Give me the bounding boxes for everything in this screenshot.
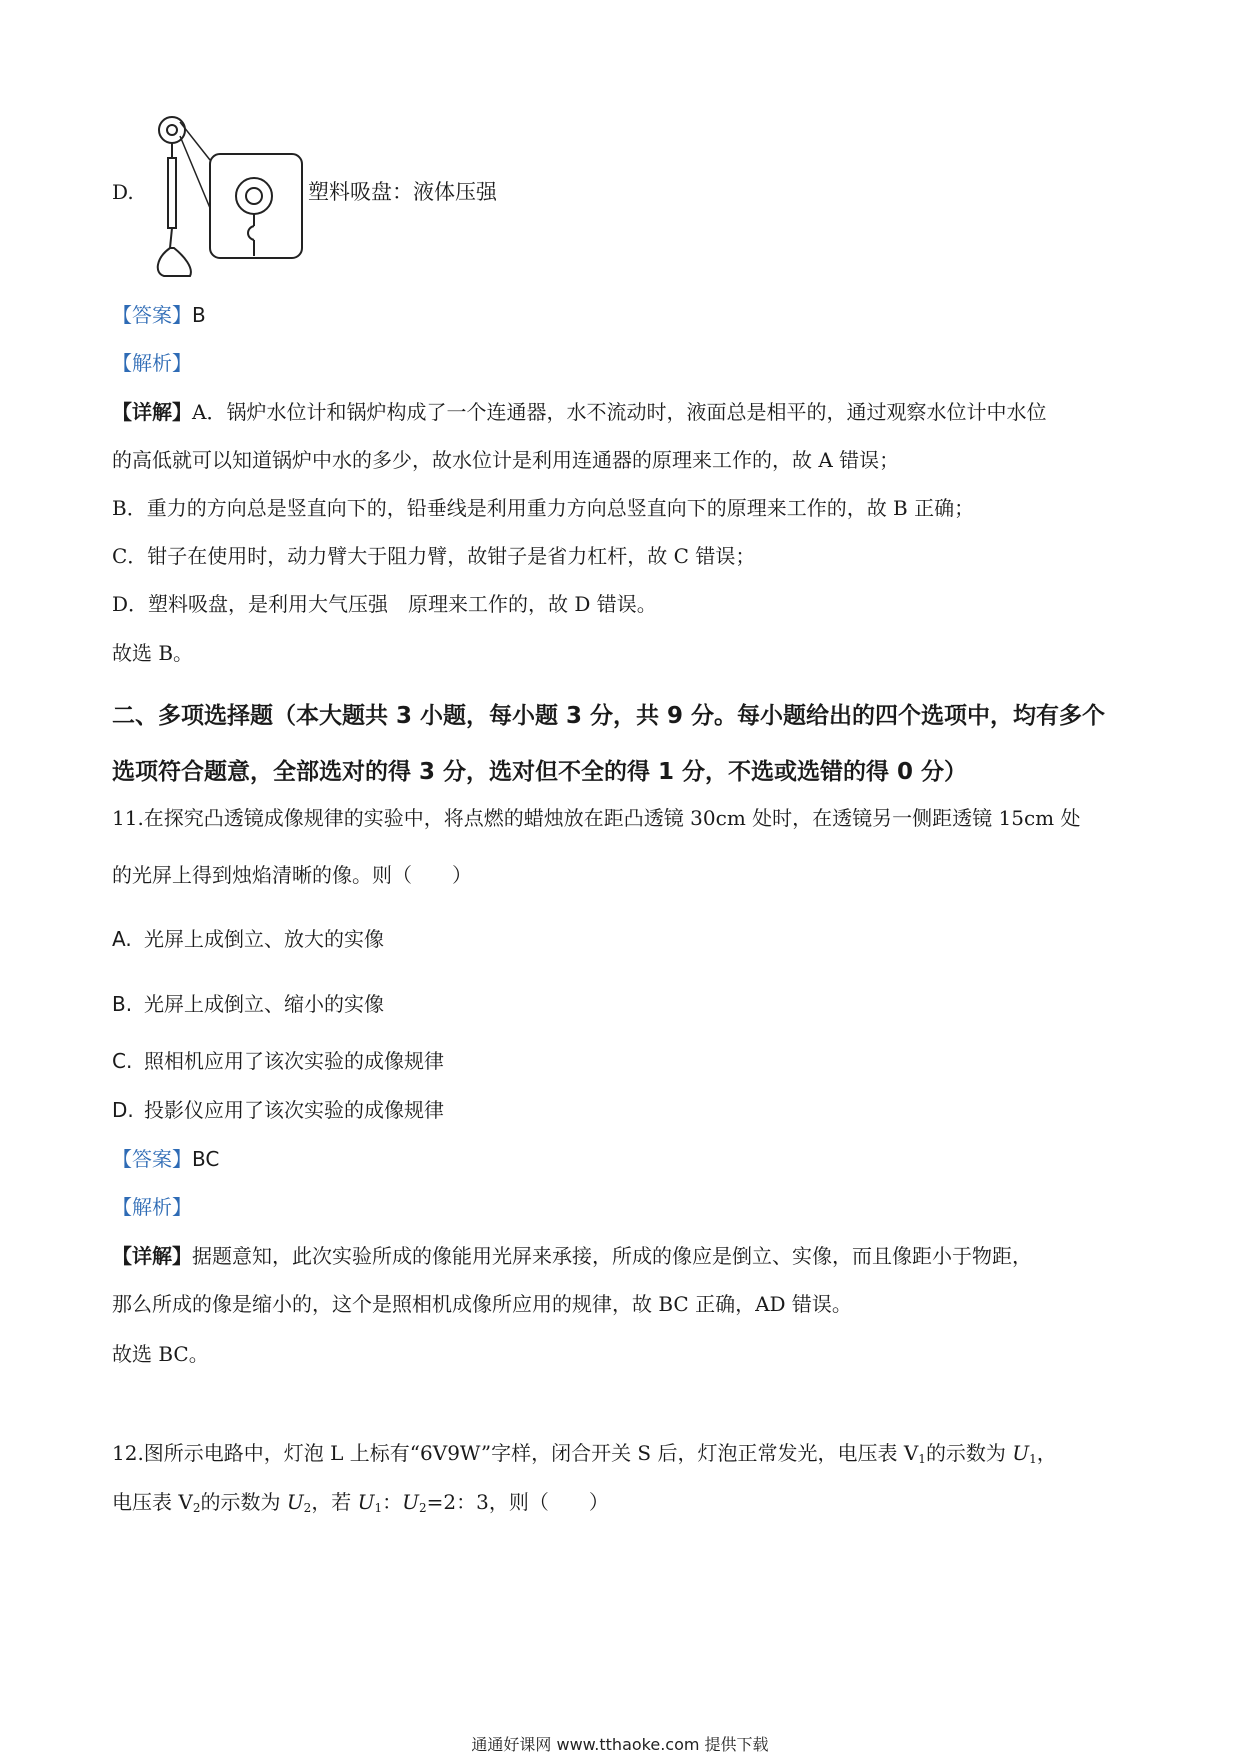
analysis-label: 【解析】 — [112, 351, 192, 375]
answer-line — [112, 1147, 219, 1171]
option-text: 光屏上成倒立、放大的实像 — [144, 927, 384, 951]
detail-line — [112, 1244, 1032, 1268]
answer-line — [112, 303, 206, 327]
option-item — [112, 1098, 444, 1122]
detail-line: 的高低就可以知道锅炉中水的多少，故水位计是利用连通器的原理来工作的，故 A 错误； — [112, 448, 900, 472]
answer-label: 【答案】 — [112, 303, 192, 327]
answer-value: B — [192, 303, 206, 327]
option-letter: D. — [112, 1098, 134, 1122]
section-heading: 选项符合题意，全部选对的得 3 分，选对但不全的得 1 分，不选或选错的得 0 分） — [112, 759, 968, 785]
question-stem: 的光屏上得到烛焰清晰的像。则（ ） — [112, 863, 472, 887]
analysis-label: 【解析】 — [112, 1195, 192, 1219]
option-letter: C. — [112, 1049, 133, 1073]
question-stem: 电压表 $V_2$的示数为 $U_2$，若 $U_1$：$U_2=2$：3，则（ ） — [112, 1490, 609, 1515]
option-item — [112, 927, 384, 951]
detail-text: A．锅炉水位计和锅炉构成了一个连通器，水不流动时，液面总是相平的，通过观察水位计中水位 — [192, 400, 1047, 424]
option-d-letter: D. — [112, 180, 134, 204]
detail-line: D．塑料吸盘，是利用大气压强 原理来工作的，故 D 错误。 — [112, 592, 657, 616]
option-letter: B. — [112, 992, 133, 1016]
detail-line — [112, 400, 1046, 424]
detail-line: 那么所成的像是缩小的，这个是照相机成像所应用的规律，故 BC 正确，AD 错误。 — [112, 1292, 852, 1316]
answer-label: 【答案】 — [112, 1147, 192, 1171]
option-text: 投影仪应用了该次实验的成像规律 — [144, 1098, 444, 1122]
detail-label: 【详解】 — [112, 1244, 192, 1268]
option-text: 光屏上成倒立、缩小的实像 — [144, 992, 384, 1016]
answer-value: BC — [192, 1147, 220, 1171]
footer-watermark: 通通好课网 www.tthaoke.com 提供下载 — [471, 1735, 769, 1754]
detail-line: C．钳子在使用时，动力臂大于阻力臂，故钳子是省力杠杆，故 C 错误； — [112, 544, 756, 568]
option-d-caption: 塑料吸盘：液体压强 — [308, 180, 497, 204]
question-stem: 11.在探究凸透镜成像规律的实验中，将点燃的蜡烛放在距凸透镜 30cm 处时，在透镜另一侧距透镜 15cm 处 — [112, 806, 1081, 830]
section-heading: 二、多项选择题（本大题共 3 小题，每小题 3 分，共 9 分。每小题给出的四个选项中，均有多个 — [112, 703, 1106, 729]
option-item — [112, 1049, 444, 1073]
option-item — [112, 992, 384, 1016]
suction-cup-figure — [150, 108, 310, 278]
conclusion: 故选 BC。 — [112, 1342, 209, 1366]
conclusion: 故选 B。 — [112, 641, 194, 665]
detail-line: B．重力的方向总是竖直向下的，铅垂线是利用重力方向总竖直向下的原理来工作的，故 B 正确； — [112, 496, 975, 520]
detail-text: 据题意知，此次实验所成的像能用光屏来承接，所成的像应是倒立、实像，而且像距小于物距， — [192, 1244, 1032, 1268]
question-stem: 12.图所示电路中，灯泡 L 上标有“6V9W”字样，闭合开关 S 后，灯泡正常发光，电压表 $V_1$的示数为 $U_1$， — [112, 1441, 1057, 1466]
option-text: 照相机应用了该次实验的成像规律 — [144, 1049, 444, 1073]
detail-label: 【详解】 — [112, 400, 192, 424]
option-letter: A. — [112, 927, 132, 951]
